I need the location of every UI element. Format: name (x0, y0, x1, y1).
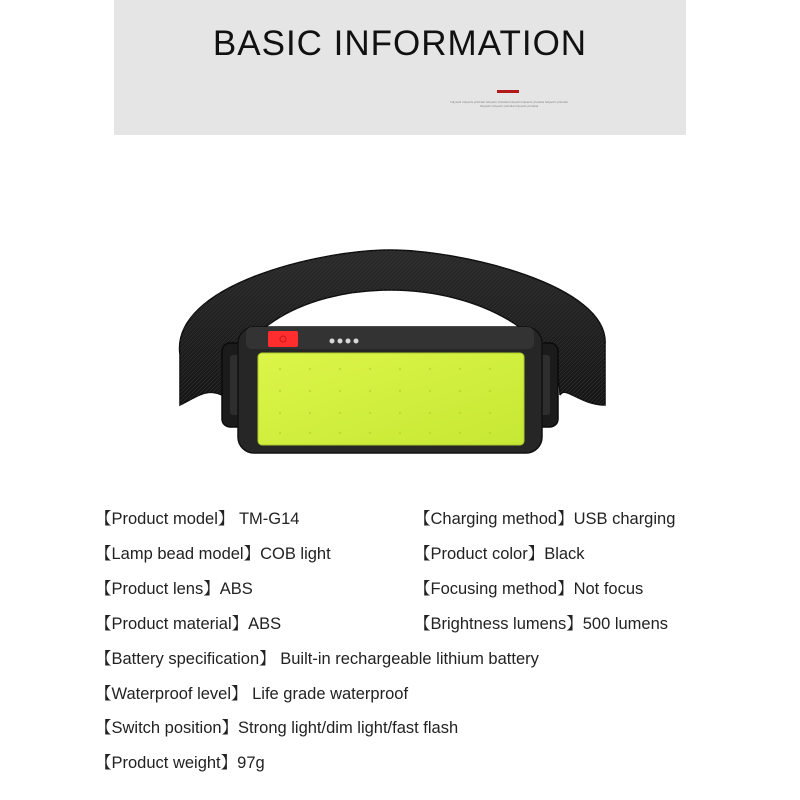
spec-product-color: 【Product color】Black (414, 545, 585, 563)
spec-lamp-bead-model: 【Lamp bead model】COB light (95, 545, 331, 563)
header-subtext-line: hdiyashi hdiyashi yhshdiai hdiyashi yhshdiai hdiyashi hdiyashi yhshdiai hdiyashi yhshdiai (450, 100, 568, 104)
header-subtext-line: hdiyashi hdiyashi yhshdiai hdiyashi yhshdiai (479, 104, 539, 108)
spec-product-weight: 【Product weight】97g (95, 754, 265, 772)
spec-brightness-lumens: 【Brightness lumens】500 lumens (414, 615, 669, 633)
spec-waterproof-level: 【Waterproof level】 Life grade waterproof (95, 685, 409, 703)
spec-product-model: 【Product model】 TM-G14 (95, 510, 300, 528)
spec-charging-method: 【Charging method】USB charging (414, 510, 676, 528)
spec-switch-position: 【Switch position】Strong light/dim light/fast flash (95, 719, 459, 737)
page-title: BASIC INFORMATION (212, 24, 588, 63)
spec-product-material: 【Product material】ABS (95, 615, 282, 633)
spec-battery-specification: 【Battery specification】 Built-in rechargeable lithium battery (95, 650, 539, 668)
spec-product-lens: 【Product lens】ABS (95, 580, 253, 598)
spec-focusing-method: 【Focusing method】Not focus (414, 580, 644, 598)
